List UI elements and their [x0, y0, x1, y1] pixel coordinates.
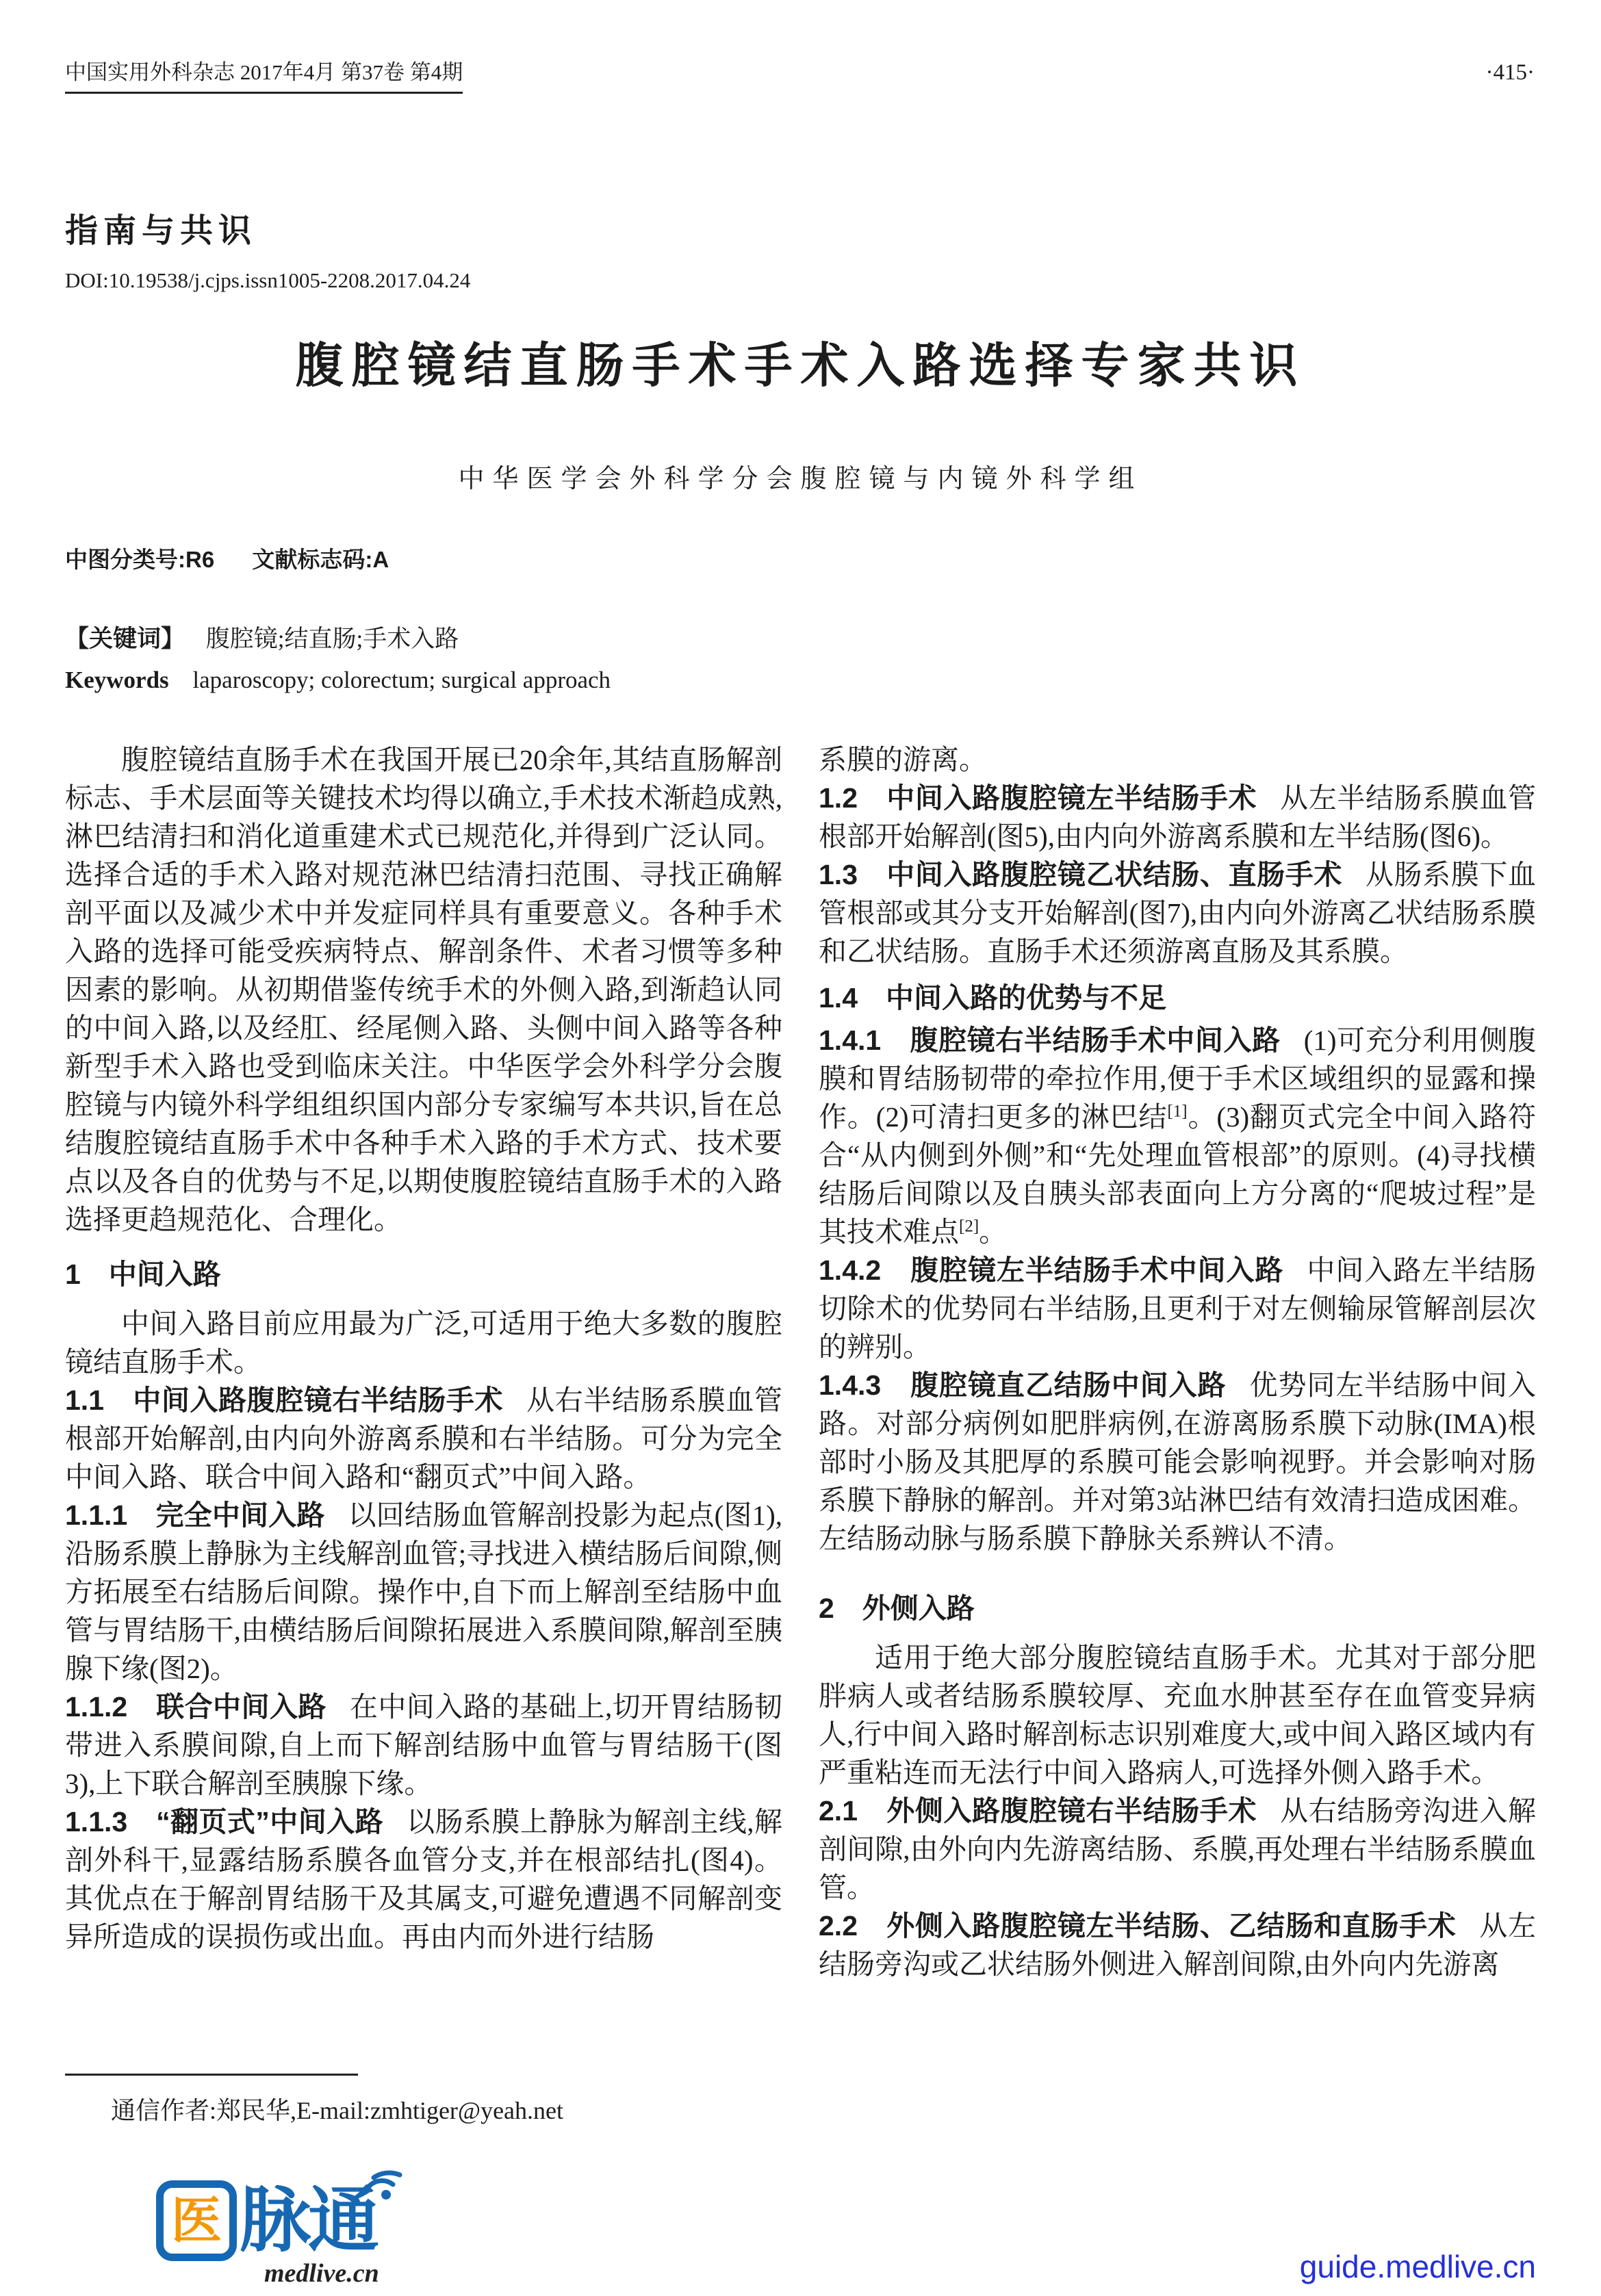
medlive-logo-row [156, 2180, 402, 2261]
right-column [819, 740, 1536, 1983]
paragraph: 适用于绝大部分腹腔镜结直肠手术。尤其对于部分肥胖病人或者结肠系膜较厚、充血水肿甚至存在血管变异病人,行中间入路时解剖标志识别难度大,或中间入路区域内有严重粘连而无法行中间入路病人,可选择外侧入路手术。 [819, 1642, 1536, 1788]
left-column [65, 740, 782, 1956]
medlive-logo-char: 医 [171, 2192, 222, 2249]
medlive-logo [156, 2180, 402, 2288]
paragraph [65, 1688, 782, 1803]
reference-marker: [1] [1167, 1102, 1188, 1121]
medlive-logo-caption: medlive.cn [264, 2259, 379, 2288]
paragraph [819, 855, 1536, 970]
page-title: 腹腔镜结直肠手术手术入路选择专家共识 [295, 340, 1306, 393]
guide-medlive-watermark: guide.medlive.cn [1299, 2249, 1536, 2284]
paragraph [819, 1366, 1536, 1558]
paragraph [65, 1496, 782, 1688]
paragraph-text: 。 [979, 1216, 1008, 1248]
wifi-signal-icon [359, 2164, 404, 2204]
paragraph-text: 从肠系膜下血管根部或其分支开始解剖(图7),由内向外游离乙状结肠系膜和乙状结肠。直肠手术还须游离直肠及其系膜。 [819, 859, 1536, 967]
intro-paragraph: 腹腔镜结直肠手术在我国开展已20余年,其结直肠解剖标志、手术层面等关键技术均得以确立,手术技术渐趋成熟,淋巴结清扫和消化道重建术式已规范化,并得到广泛认同。选择合适的手术入路对规范淋巴结清扫范围、寻找正确解剖平面以及减少术中并发症同样具有重要意义。各种手术入路的选择可能受疾病特点、解剖条件、术者习惯等多种因素的影响。从初期借鉴传统手术的外侧入路,到渐趋认同的中间入路,以及经肛、经尾侧入路、头侧中间入路等各种新型手术入路也受到临床关注。中华医学会外科学分会腹腔镜与内镜外科学组组织国内部分专家编写本共识,旨在总结腹腔镜结直肠手术中各种手术入路的手术方式、技术要点以及各自的优势与不足,以期使腹腔镜结直肠手术的入路选择更趋规范化、合理化。 [65, 744, 782, 1235]
author-organization: 中华医学会外科学分会腹腔镜与内镜外科学组 [458, 465, 1143, 493]
page-header [65, 59, 1536, 100]
keywords-en-line [65, 667, 611, 694]
subsection-label: 1.3 中间入路腹腔镜乙状结肠、直肠手术 [819, 859, 1342, 890]
clc-code: 中图分类号:R6 [65, 547, 215, 572]
subsection-label: 1.4.3 腹腔镜直乙结肠中间入路 [819, 1369, 1227, 1401]
subsection-label: 2.2 外侧入路腹腔镜左半结肠、乙结肠和直肠手术 [819, 1910, 1457, 1942]
subsection-label: 1.1.1 完全中间入路 [65, 1499, 325, 1531]
paragraph-text: 从左结肠旁沟或乙状结肠外侧进入解剖间隙,由外向内先游离 [819, 1910, 1536, 1980]
corresponding-author-footnote: 通信作者:郑民华,E-mail:zmhtiger@yeah.net [111, 2097, 564, 2124]
paragraph-text: (1)可充分利用侧腹膜和胃结肠韧带的牵拉作用,便于手术区域组织的显露和操作。(2)可清扫更多的淋巴结 [819, 1024, 1536, 1133]
journal-info: 中国实用外科杂志 2017年4月 第37卷 第4期 [65, 59, 463, 94]
keywords-zh-line [65, 620, 459, 654]
paragraph-text: 在中间入路的基础上,切开胃结肠韧带进入系膜间隙,自上而下解剖结肠中血管与胃结肠干(图3),上下联合解剖至胰腺下缘。 [65, 1691, 782, 1799]
subsection-label: 1.1.3 “翻页式”中间入路 [65, 1806, 384, 1837]
paragraph-text: 从右半结肠系膜血管根部开始解剖,由内向外游离系膜和右半结肠。可分为完全中间入路、联合中间入路和“翻页式”中间入路。 [65, 1384, 782, 1493]
paragraph [819, 1907, 1536, 1983]
paragraph-text: 从左半结肠系膜血管根部开始解剖(图5),由内向外游离系膜和左半结肠(图6)。 [819, 782, 1536, 852]
section-heading-2: 2 外侧入路 [819, 1592, 975, 1624]
paragraph-text: 以回结肠血管解剖投影为起点(图1),沿肠系膜上静脉为主线解剖血管;寻找进入横结肠后间隙,侧方拓展至右结肠后间隙。操作中,自下而上解剖至结肠中血管与胃结肠干,由横结肠后间隙拓展进入系膜间隙,解剖至胰腺下缘(图2)。 [65, 1499, 782, 1684]
subsection-label: 1.4.2 腹腔镜左半结肠手术中间入路 [819, 1254, 1284, 1286]
page-number: ·415· [1485, 60, 1535, 85]
keywords-en: laparoscopy; colorectum; surgical approach [192, 667, 611, 693]
subsection-heading-1-4: 1.4 中间入路的优势与不足 [819, 982, 1166, 1014]
medlive-logo-box-icon [156, 2180, 237, 2261]
keywords-zh-label: 【关键词】 [65, 625, 185, 652]
doc-code: 文献标志码:A [252, 547, 389, 572]
paragraph [65, 1381, 782, 1496]
paragraph [65, 1803, 782, 1956]
paragraph: 中间入路目前应用最为广泛,可适用于绝大多数的腹腔镜结直肠手术。 [65, 1308, 782, 1378]
paragraph [819, 1021, 1536, 1251]
reference-marker: [2] [959, 1217, 979, 1236]
doi: DOI:10.19538/j.cjps.issn1005-2208.2017.04.24 [65, 268, 471, 292]
subsection-label: 1.4.1 腹腔镜右半结肠手术中间入路 [819, 1024, 1281, 1056]
paragraph-text: 中间入路左半结肠切除术的优势同右半结肠,且更利于对左侧输尿管解剖层次的辨别。 [819, 1254, 1537, 1363]
paragraph-text: 从右结肠旁沟进入解剖间隙,由外向内先游离结肠、系膜,再处理右半结肠系膜血管。 [819, 1795, 1536, 1903]
paragraph [819, 1251, 1536, 1366]
subsection-label: 1.1.2 联合中间入路 [65, 1691, 326, 1723]
section-heading-1: 1 中间入路 [65, 1259, 221, 1290]
paragraph-text: 。(3)翻页式完全中间入路符合“从内侧到外侧”和“先处理血管根部”的原则。(4)寻找横结肠后间隙以及自胰头部表面向上方分离的“爬坡过程”是其技术难点 [819, 1101, 1536, 1248]
column-tag: 指南与共识 [65, 213, 257, 249]
subsection-label: 1.1 中间入路腹腔镜右半结肠手术 [65, 1384, 504, 1416]
paragraph-text: 优势同左半结肠中间入路。对部分病例如肥胖病例,在游离肠系膜下动脉(IMA)根部时小肠及其肥厚的系膜可能会影响视野。并会影响对肠系膜下静脉的解剖。并对第3站淋巴结有效清扫造成困难。左结肠动脉与肠系膜下静脉关系辨认不清。 [819, 1369, 1536, 1554]
classification-line [65, 542, 389, 574]
medlive-logo-text: 脉通 [240, 2181, 377, 2260]
keywords-en-label: Keywords [65, 667, 169, 693]
paragraph [819, 779, 1536, 855]
subsection-label: 1.2 中间入路腹腔镜左半结肠手术 [819, 782, 1257, 814]
keywords-zh: 腹腔镜;结直肠;手术入路 [205, 625, 459, 652]
paragraph [819, 1792, 1536, 1907]
footnote-divider [65, 2074, 358, 2076]
paragraph-text: 以肠系膜上静脉为解剖主线,解剖外科干,显露结肠系膜各血管分支,并在根部结扎(图4)。其优点在于解剖胃结肠干及其属支,可避免遭遇不同解剖变异所造成的误损伤或出血。再由内而外进行结肠 [65, 1806, 782, 1952]
subsection-label: 2.1 外侧入路腹腔镜右半结肠手术 [819, 1795, 1257, 1827]
paragraph: 系膜的游离。 [819, 744, 987, 775]
